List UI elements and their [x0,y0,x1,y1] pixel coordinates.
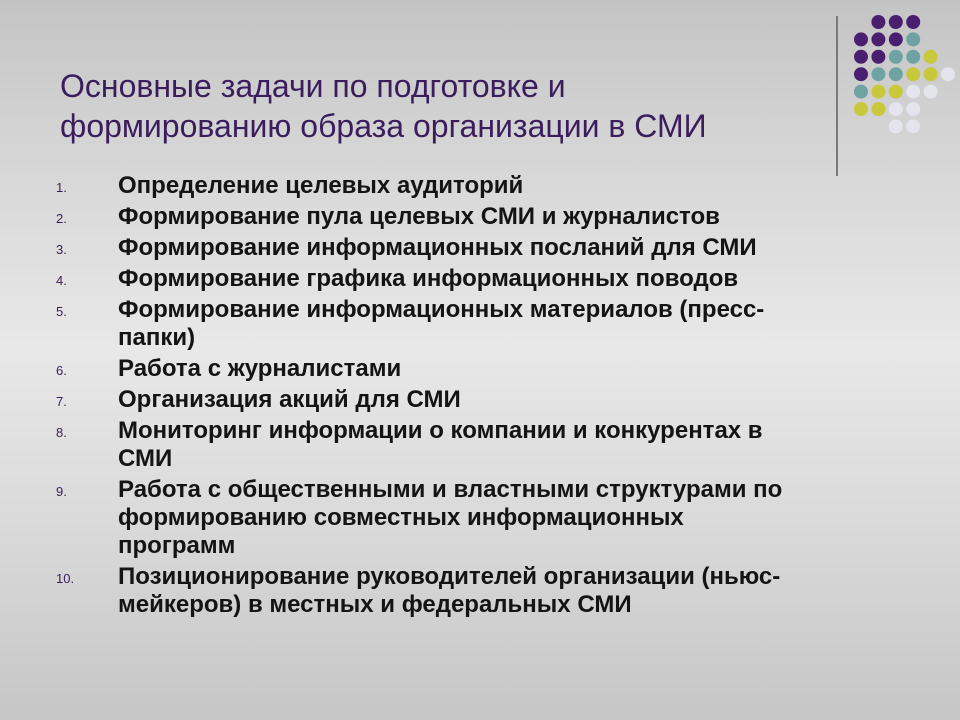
list-item-text-line: Работа с журналистами [118,355,402,382]
list-item [56,417,896,473]
list-item-text-line: формированию совместных информационных [118,504,684,531]
decorative-dot [854,67,868,81]
list-item-number: 6. [56,363,67,378]
decorative-dot [906,32,920,46]
list-item-number: 9. [56,484,67,499]
decorative-dot [924,50,938,64]
list-item [56,203,896,231]
decorative-dot [941,67,955,81]
list-item-text-line: программ [118,532,236,559]
decorative-dot [889,85,903,99]
list-item-number: 10. [56,571,75,586]
list-item-text-line: СМИ [118,445,173,472]
list-item-number: 5. [56,304,67,319]
list-item-text-line: Формирование информационных посланий для СМИ [118,234,757,261]
decorative-dot [924,67,938,81]
decorative-dot [889,67,903,81]
decorative-dot [889,119,903,133]
list-item [56,234,896,262]
decorative-dot [889,15,903,29]
list-item-number: 7. [56,394,67,409]
list-item-text-line: Определение целевых аудиторий [118,172,524,199]
list-item-text-line: Формирование информационных материалов (пресс- [118,296,765,323]
decorative-dot [871,67,885,81]
list-item-text-line: Работа с общественными и властными структурами по [118,476,783,503]
list-item [56,355,896,383]
decorative-dot [871,50,885,64]
decorative-dot [889,32,903,46]
list-item [56,296,896,352]
vertical-divider [836,16,838,176]
decorative-dot [871,102,885,116]
list-item-text-line: Формирование графика информационных поводов [118,265,739,292]
list-item-number: 2. [56,211,67,226]
list-item-text-line: Мониторинг информации о компании и конкурентах в [118,417,763,444]
decorative-dot [906,50,920,64]
title-line-2: формированию образа организации в СМИ [60,108,707,144]
decorative-dot [854,32,868,46]
decorative-dot [871,85,885,99]
decorative-dot [906,102,920,116]
list-item-text-line: папки) [118,324,196,351]
decorative-dot [854,85,868,99]
list-item-number: 4. [56,273,67,288]
list-item-text-line: мейкеров) в местных и федеральных СМИ [118,591,632,618]
decorative-dot [854,102,868,116]
list-item-number: 3. [56,242,67,257]
decorative-dot [889,102,903,116]
task-list [56,172,896,622]
slide-title [60,66,800,146]
list-item [56,476,896,560]
decorative-dot [906,119,920,133]
list-item [56,386,896,414]
decorative-dot [871,32,885,46]
decorative-dot [854,50,868,64]
decorative-dot [924,85,938,99]
title-line-1: Основные задачи по подготовке и [60,68,566,104]
decorative-dot [871,15,885,29]
list-item [56,172,896,200]
decorative-dot [889,50,903,64]
list-item-number: 8. [56,425,67,440]
list-item [56,563,896,619]
decorative-dot [906,67,920,81]
list-item-text-line: Формирование пула целевых СМИ и журналистов [118,203,720,230]
list-item-text-line: Позиционирование руководителей организации (ньюс- [118,563,781,590]
decorative-dot [906,85,920,99]
decorative-dot [906,15,920,29]
list-item-text-line: Организация акций для СМИ [118,386,461,413]
list-item-number: 1. [56,180,67,195]
list-item [56,265,896,293]
